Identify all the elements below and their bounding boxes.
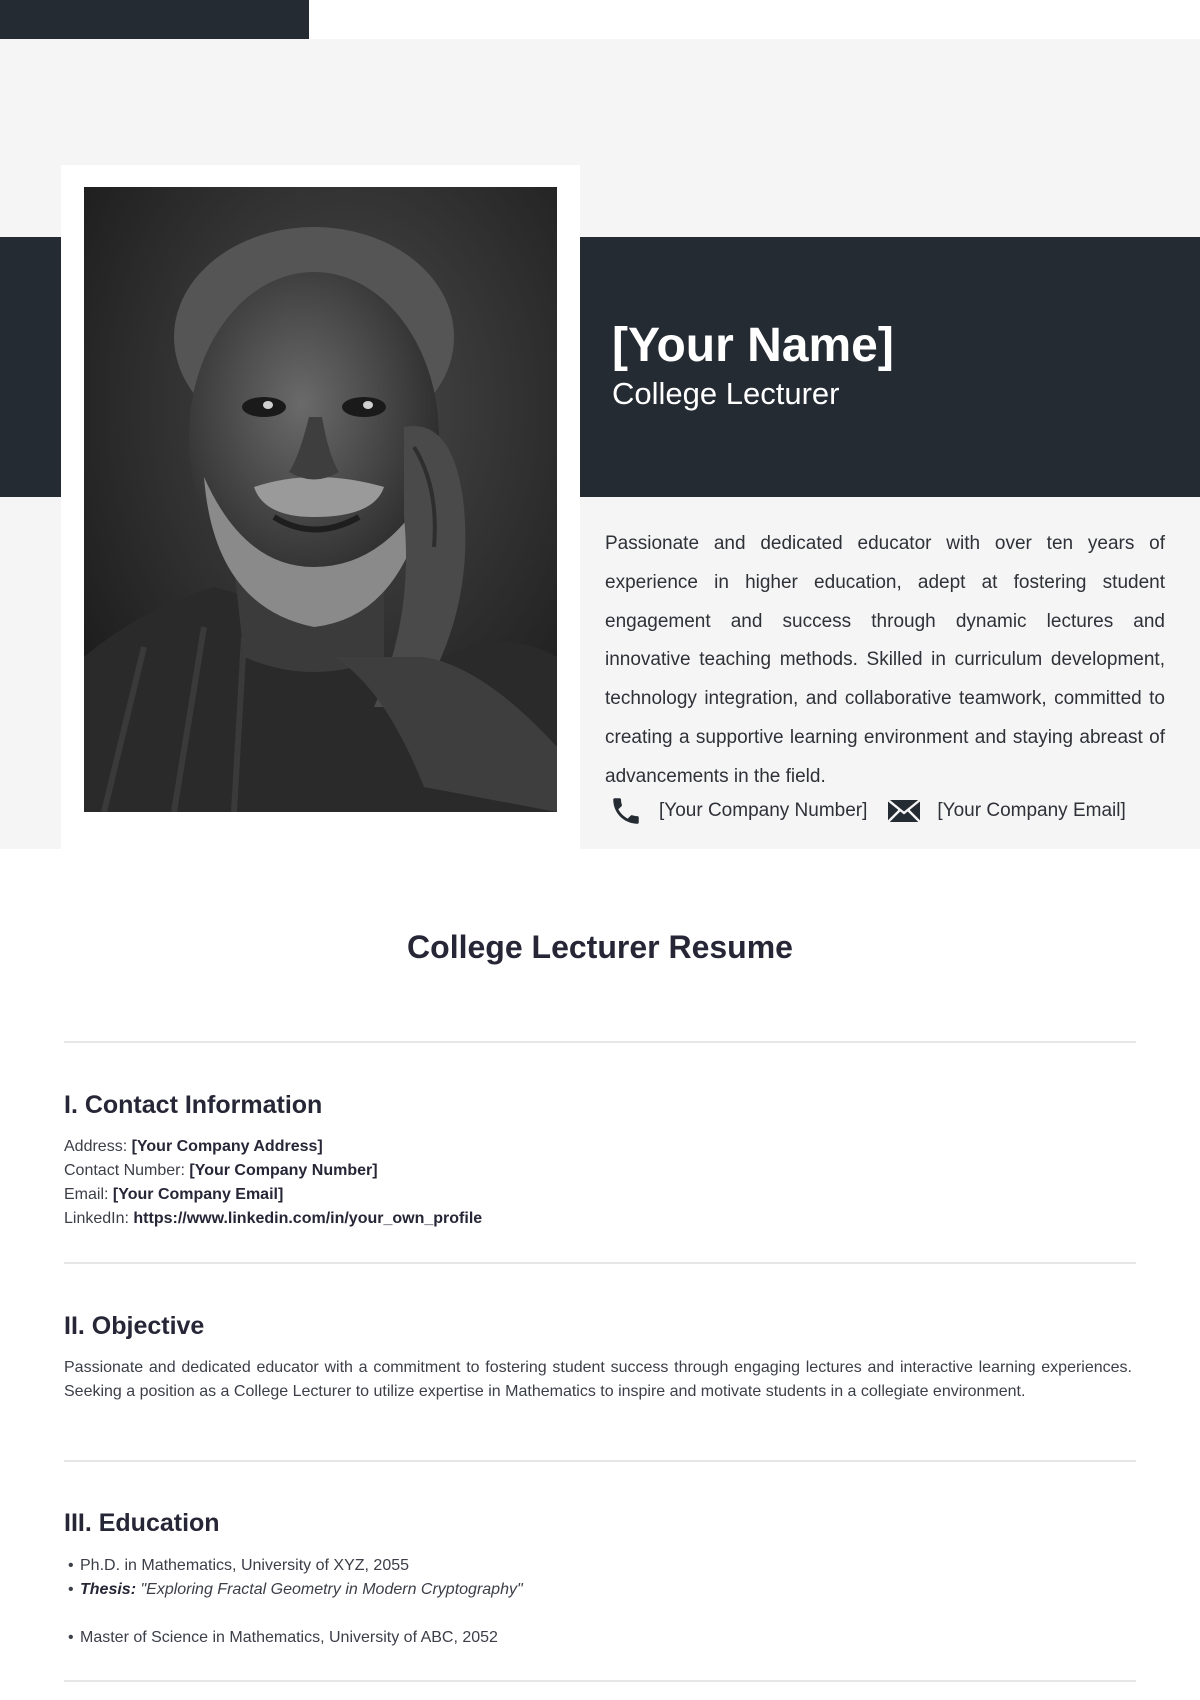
thesis-label: Thesis: [80, 1581, 137, 1598]
thesis-title: "Exploring Fractal Geometry in Modern Cryptography" [140, 1581, 523, 1598]
address-value: [Your Company Address] [131, 1138, 323, 1155]
phone-icon [609, 794, 643, 828]
document-title: College Lecturer Resume [407, 929, 793, 965]
hero-role: College Lecturer [612, 376, 840, 411]
email-value: [Your Company Email] [112, 1186, 284, 1203]
envelope-icon [887, 794, 921, 828]
divider [64, 1262, 1136, 1264]
hero-email[interactable]: [Your Company Email] [937, 800, 1126, 821]
number-value: [Your Company Number] [189, 1162, 378, 1179]
portrait-illustration [84, 187, 557, 812]
objective-text: Passionate and dedicated educator with a commitment to fostering student success through engaging lectures and interactive learning experiences. Seeking a position as a College Lecturer to utilize expertise in Mathematics to inspire and motivate students in a collegiate environment. [64, 1359, 1132, 1400]
contact-details [64, 1135, 482, 1231]
education-item-phd: • Ph.D. in Mathematics, University of XYZ, 2055 [68, 1557, 410, 1574]
objective-heading: II. Objective [64, 1312, 205, 1340]
hero-name: [Your Name] [612, 319, 894, 372]
education-item-masters: • Master of Science in Mathematics, University of ABC, 2052 [68, 1629, 498, 1646]
hero-summary: Passionate and dedicated educator with over ten years of experience in higher education, adept at fostering student engagement and success through dynamic lectures and innovative teaching methods. Skilled in curriculum development, technology integration, and collaborative teamwork, committed to creating a supportive learning environment and staying abreast of advancements in the field. [605, 533, 1165, 787]
email-line: Email: [Your Company Email] [64, 1186, 284, 1203]
education-heading: III. Education [64, 1509, 220, 1537]
hero-contact-row [609, 793, 1126, 829]
contact-heading: I. Contact Information [64, 1091, 323, 1119]
divider [64, 1041, 1136, 1043]
profile-photo [84, 187, 557, 812]
linkedin-line: LinkedIn: https://www.linkedin.com/in/your_own_profile [64, 1210, 483, 1227]
linkedin-link[interactable]: https://www.linkedin.com/in/your_own_profile [133, 1210, 483, 1227]
hero-phone[interactable]: [Your Company Number] [659, 800, 868, 821]
address-line: Address: [Your Company Address] [64, 1138, 323, 1155]
divider [64, 1680, 1136, 1682]
divider [64, 1460, 1136, 1462]
education-item-thesis: • Thesis: "Exploring Fractal Geometry in Modern Cryptography" [68, 1581, 523, 1598]
top-accent-bar [0, 0, 309, 39]
number-line: Contact Number: [Your Company Number] [64, 1162, 378, 1179]
